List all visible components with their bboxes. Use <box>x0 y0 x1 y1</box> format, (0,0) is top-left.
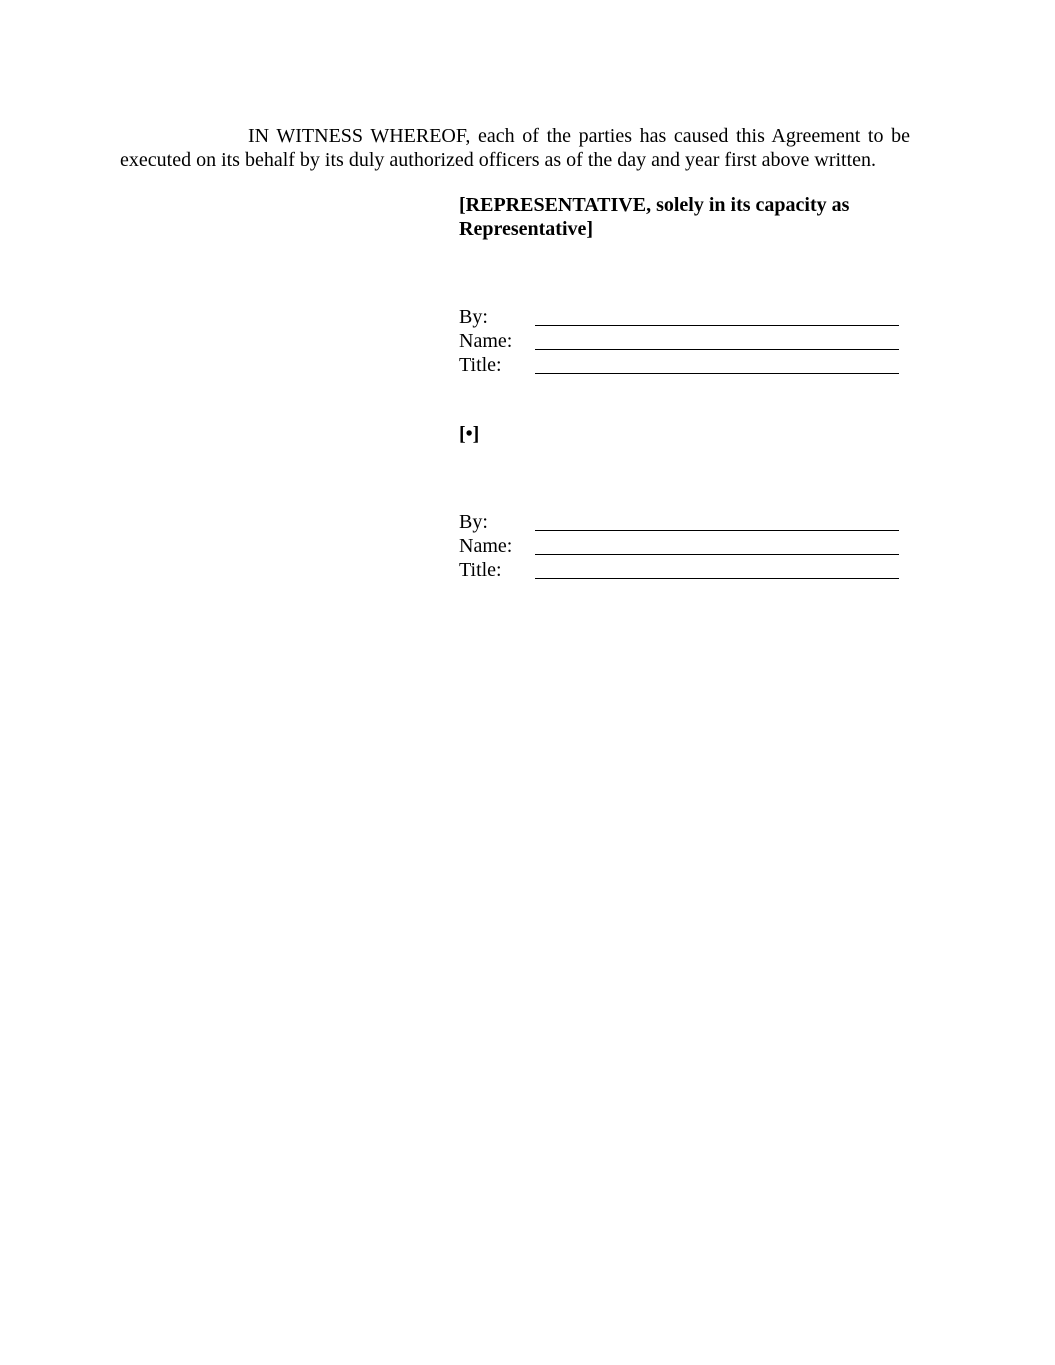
signature-block-representative <box>459 193 909 376</box>
field-label: By: <box>459 306 488 328</box>
signature-field-by <box>459 510 909 534</box>
signature-line[interactable] <box>535 530 899 531</box>
signature-field-name <box>459 534 909 558</box>
witness-paragraph: IN WITNESS WHEREOF, each of the parties has caused this Agreement to be executed on its behalf by its duly authorized officers as of the day and year first above written. <box>120 125 910 171</box>
party-name: [REPRESENTATIVE, solely in its capacity as Representative] <box>459 194 850 240</box>
field-label: Name: <box>459 535 513 557</box>
signature-line[interactable] <box>535 325 899 326</box>
party-name: [•] <box>459 423 480 445</box>
field-label: Title: <box>459 559 502 581</box>
signature-field-name <box>459 329 909 353</box>
name-line[interactable] <box>535 349 899 350</box>
field-label: Name: <box>459 330 513 352</box>
field-label: Title: <box>459 354 502 376</box>
signature-fields <box>459 305 909 377</box>
name-line[interactable] <box>535 554 899 555</box>
title-line[interactable] <box>535 373 899 374</box>
signature-field-by <box>459 305 909 329</box>
field-label: By: <box>459 511 488 533</box>
signature-fields <box>459 510 909 582</box>
signature-field-title <box>459 353 909 377</box>
signature-field-title <box>459 558 909 582</box>
signature-block-party <box>459 422 909 581</box>
title-line[interactable] <box>535 578 899 579</box>
